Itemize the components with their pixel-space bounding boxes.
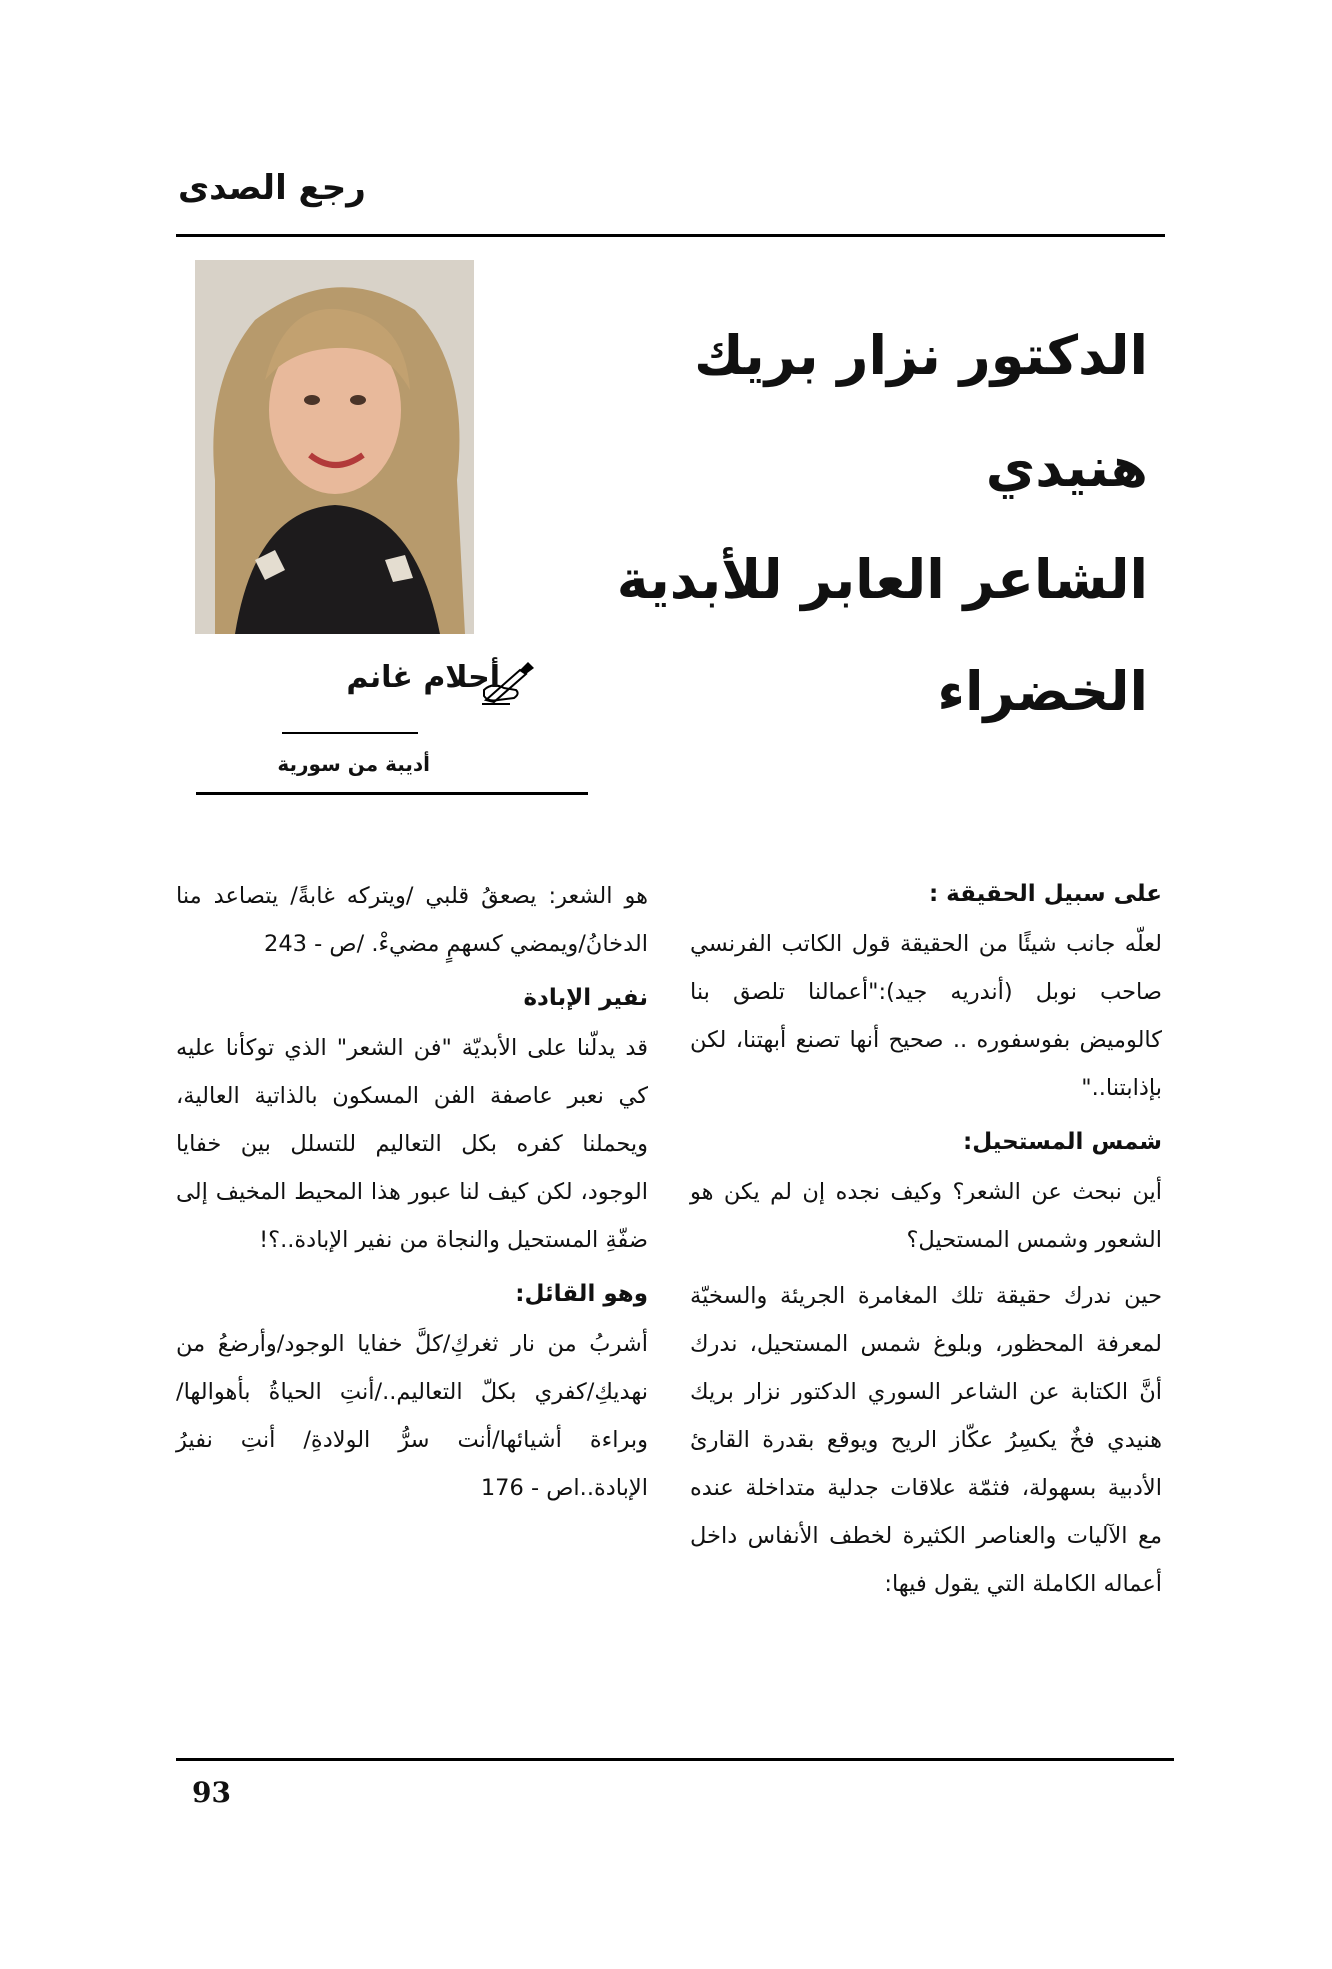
author-name: أحلام غانم	[346, 660, 500, 695]
left-column	[176, 872, 648, 1520]
subhead-impossible-sun: شمس المستحيل:	[963, 1129, 1162, 1155]
subhead-he-says: وهو القائل:	[515, 1281, 648, 1307]
author-caption: أديبة من سورية	[277, 752, 430, 776]
paragraph-adventure: حين ندرك حقيقة تلك المغامرة الجريئة والسخيّة لمعرفة المحظور، وبلوغ شمس المستحيل، ندرك أنَّ الكتابة عن الشاعر السوري الدكتور نزار بريك هنيدي فخٌ يكسِرُ عكّاز الريح ويوقع بقدرة القارئ الأدبية بسهولة، فثمّة علاقات جدلية متداخلة عنده مع الآليات والعناصر الكثيرة لخطف الأنفاس داخل أعماله الكاملة التي يقول فيها:	[690, 1283, 1162, 1597]
paragraph-eternity: قد يدلّنا على الأبديّة "فن الشعر" الذي توكأنا عليه كي نعبر عاصفة الفن المسكون بالذاتية العالية، ويحملنا كفره بكل التعاليم للتسلل بين خفايا الوجود، لكن كيف لنا عبور هذا المحيط المخيف إلى ضفّةِ المستحيل والنجاة من نفير الإبادة..؟!	[176, 1035, 648, 1253]
title-line-1: الدكتور نزار بريك هنيدي	[694, 324, 1148, 499]
subhead-extermination: نفير الإبادة	[523, 985, 648, 1011]
section-title: رجع الصدى	[178, 168, 366, 208]
header-divider	[176, 234, 1165, 237]
author-photo	[195, 260, 474, 634]
poem-quote-176: أشربُ من نار ثغركِ/كلَّ خفايا الوجود/وأرضعُ من نهديكِ/كفري بكلّ التعاليم../أنتِ الحياةُ بأهوالها/وبراءة أشيائها/أنت سرُّ الولادةِ/ أنتِ نفيرُ الإبادة..اص - 176	[176, 1331, 648, 1501]
footer-divider	[176, 1758, 1174, 1761]
right-column	[690, 872, 1162, 1616]
author-underline	[282, 732, 418, 734]
page-number: 93	[192, 1776, 231, 1809]
title-line-3: الخضراء	[937, 660, 1148, 723]
paragraph-gide-quote: لعلّه جانب شيئًا من الحقيقة قول الكاتب الفرنسي صاحب نوبل (أندريه جيد):"أعمالنا تلصق بنا كالوميض بفوسفوره .. صحيح أنها تصنع أبهتنا، لكن بإذابتنا.."	[690, 931, 1162, 1101]
title-line-2: الشاعر العابر للأبدية	[616, 548, 1148, 611]
author-block	[270, 660, 500, 695]
subhead-truth: على سبيل الحقيقة :	[928, 881, 1162, 907]
paragraph-where-poetry: أين نبحث عن الشعر؟ وكيف نجده إن لم يكن هو الشعور وشمس المستحيل؟	[690, 1179, 1162, 1253]
poem-quote-243: هو الشعر: يصعقُ قلبي /ويتركه غابةً/ يتصاعد منا الدخانُ/ويمضي كسهمٍ مضيءْ. /ص - 243	[176, 883, 648, 957]
article-title	[540, 300, 1148, 748]
author-divider	[196, 792, 588, 795]
